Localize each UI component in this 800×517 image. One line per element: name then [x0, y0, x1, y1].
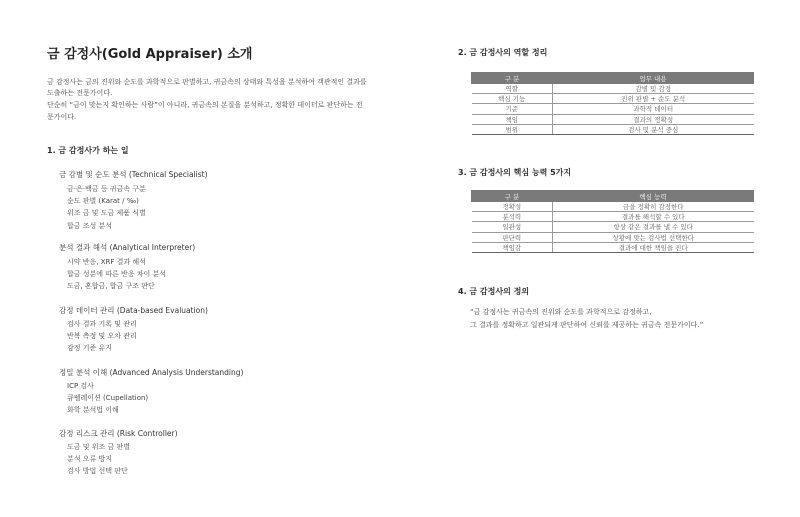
table-cell: 금을 정확히 감정한다: [553, 202, 754, 212]
table-cell: 판단력: [472, 232, 553, 242]
table-cell: 결과를 해석할 수 있다: [553, 212, 754, 222]
table-cell: 책임감: [472, 242, 553, 252]
list-item: 큐펠레이션 (Cupellation): [67, 394, 149, 403]
table-row: [472, 114, 754, 124]
group-list: [67, 441, 130, 478]
table-header-row: [472, 191, 754, 202]
list-item: 시약 반응, XRF 결과 해석: [67, 258, 146, 266]
table-cell: 결과에 대한 책임을 진다: [553, 242, 754, 252]
table-header-cell: 업무 내용: [553, 73, 754, 84]
table-cell: 정확성: [472, 202, 553, 212]
list-item: 금·은·백금 등 귀금속 구분: [67, 185, 146, 193]
list-item: 검사 방법 선택 판단: [67, 467, 128, 476]
list-item: 검사 결과 기록 및 관리: [67, 320, 137, 328]
table-row: [472, 94, 754, 104]
table-row: [472, 84, 754, 94]
group-list: [67, 318, 137, 355]
page-title: 금 감정사(Gold Appraiser) 소개: [47, 47, 253, 62]
intro-paragraph: 금 감정사는 금의 진위와 순도를 과학적으로 판별하고, 귀금속의 상태와 특성을 분석하여 객관적인 결과를 도출하는 전문가이다.: [47, 78, 367, 98]
table-header-cell: 구 분: [472, 191, 553, 202]
ability-table: [471, 190, 754, 253]
table-row: [472, 202, 754, 212]
definition-quote: [470, 306, 703, 332]
table-cell: 감별 및 감정: [553, 84, 754, 94]
table-row: [472, 232, 754, 242]
group-heading: 금 감별 및 순도 분석 (Technical Specialist): [59, 170, 208, 179]
table-cell: 기준: [472, 104, 553, 114]
section-heading: 2. 금 감정사의 역할 정리: [458, 48, 548, 57]
table-cell: 역할: [472, 84, 553, 94]
group-list: [67, 380, 148, 417]
list-item: 도금, 혼합금, 합금 구조 판단: [67, 282, 155, 291]
list-item: 도금 및 위조 금 판별: [67, 443, 130, 451]
table-row: [472, 212, 754, 222]
group-heading: 정밀 분석 이해 (Advanced Analysis Understanding): [59, 368, 244, 377]
list-item: 위조 금 및 도금 제품 식별: [67, 209, 146, 218]
right-page: [400, 0, 800, 517]
table-cell: 핵심 기능: [472, 94, 553, 104]
table-cell: 상황에 맞는 검사법 선택한다: [553, 232, 754, 242]
table-cell: 책임: [472, 114, 553, 124]
group-heading: 분석 결과 해석 (Analytical Interpreter): [59, 243, 196, 252]
intro-text: [47, 77, 367, 124]
group-list: [67, 183, 146, 232]
table-cell: 항상 같은 결과를 낼 수 있다: [553, 222, 754, 232]
quote-line: 그 결과를 정확하고 일관되게 판단하여 신뢰를 제공하는 귀금속 전문가이다.”: [470, 321, 704, 329]
table-cell: 과학적 데이터: [553, 104, 754, 114]
list-item: 감정 기준 유지: [67, 344, 113, 353]
table-header-row: [472, 73, 754, 84]
table-header-cell: 구 분: [472, 73, 553, 84]
list-item: ICP 검사: [67, 382, 94, 390]
table-cell: 진위 판별 + 순도 분석: [553, 94, 754, 104]
table-cell: 범위: [472, 124, 553, 134]
section-heading: 4. 금 감정사의 정의: [458, 287, 530, 296]
group-list: [67, 256, 166, 293]
table-row: [472, 242, 754, 252]
intro-paragraph: 단순히 “금이 맞는지 확인하는 사람”이 아니라, 귀금속의 본질을 분석하고, 정확한 데이터로 판단하는 전문가이다.: [47, 101, 363, 121]
table-row: [472, 222, 754, 232]
table-cell: 검사 및 분석 중심: [553, 124, 754, 134]
group-heading: 감정 리스크 관리 (Risk Controller): [59, 429, 178, 438]
list-item: 합금 성분에 따른 반응 차이 분석: [67, 270, 167, 279]
table-row: [472, 104, 754, 114]
role-table: [471, 72, 754, 135]
list-item: 반복 측정 및 오차 관리: [67, 332, 137, 341]
list-item: 분석 오류 방지: [67, 455, 113, 464]
table-cell: 일관성: [472, 222, 553, 232]
list-item: 합금 조성 분석: [67, 221, 113, 230]
group-heading: 감정 데이터 관리 (Data-based Evaluation): [59, 306, 208, 315]
section-heading: 1. 금 감정사가 하는 일: [47, 146, 129, 155]
table-row: [472, 124, 754, 134]
section-heading: 3. 금 감정사의 핵심 능력 5가지: [458, 168, 572, 177]
table-cell: 분석력: [472, 212, 553, 222]
table-cell: 결과의 정확성: [553, 114, 754, 124]
table-header-cell: 핵심 능력: [553, 191, 754, 202]
list-item: 화학 분석법 이해: [67, 406, 119, 415]
quote-line: “금 감정사는 귀금속의 진위와 순도를 과학적으로 감정하고,: [470, 308, 652, 316]
list-item: 순도 판별 (Karat / ‰): [67, 197, 139, 206]
